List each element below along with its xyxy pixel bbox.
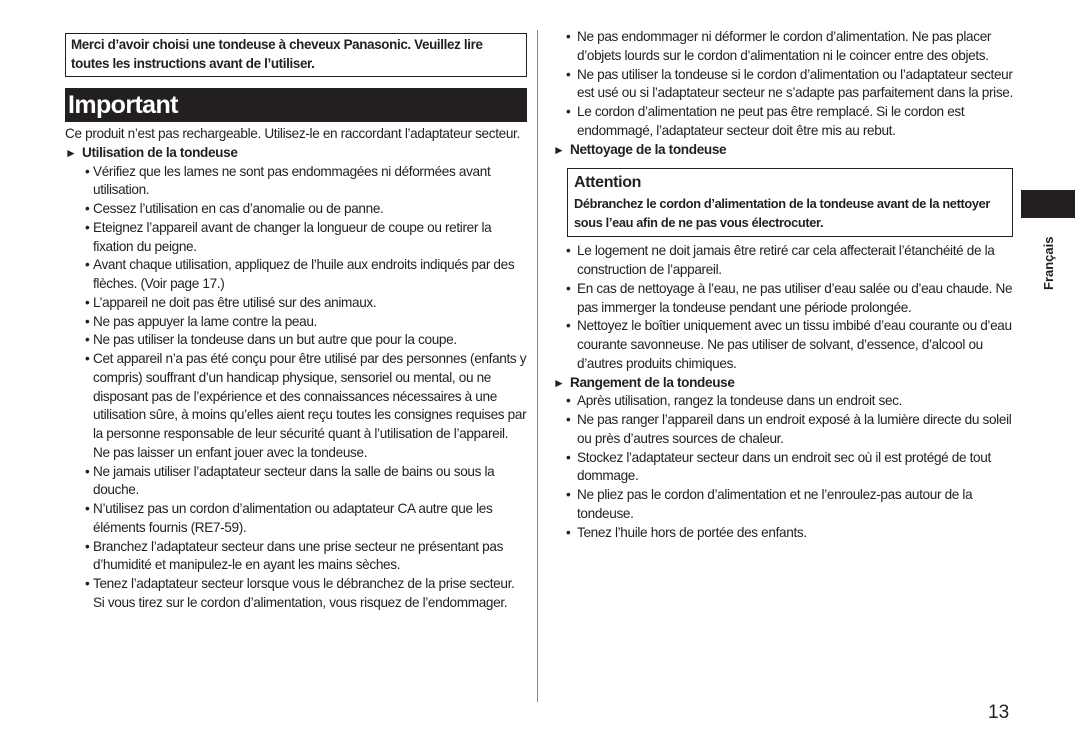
list-item-text: Ne pliez pas le cordon d’alimentation et ne l’enroulez-pas autour de la tondeuse. [577, 487, 973, 521]
bullet-icon: • [566, 449, 571, 465]
bullet-icon: • [85, 501, 90, 516]
language-tab-marker [1021, 190, 1075, 218]
bullet-icon: • [566, 104, 571, 119]
language-label: Français [1041, 236, 1056, 290]
usage-heading [65, 144, 527, 163]
list-item [553, 66, 1013, 104]
list-item-text: Ne pas endommager ni déformer le cordon d’alimentation. Ne pas placer d’objets lourds sur le cordon d’alimentation ni le coincer entre des objets. [577, 29, 992, 63]
bullet-icon: • [566, 487, 571, 502]
list-item-text: Ne pas utiliser la tondeuse si le cordon d’alimentation ou l’adaptateur secteur est usé ou si l’adaptateur secteur ne s’adapte pas parfaitement dans la prise. [577, 66, 1013, 101]
list-item [553, 392, 1013, 411]
arrow-icon: ► [553, 142, 565, 157]
list-item-text: Cet appareil n’a pas été conçu pour être utilisé par des personnes (enfants y compris) souffrant d’un handicap physique, sensoriel ou mental, ou ne disposant pas de l’expérience et des connaissances nécessaires à une utilisation sûre, à moins qu’elles aient reçu toutes les consignes requises par la personne responsable de leur sécurité quant à l’utilisation de l’appareil. Ne pas laisser un enfant jouer avec la tondeuse. [93, 351, 527, 460]
bullet-icon: • [85, 163, 90, 179]
list-item [553, 486, 1013, 524]
attention-text: Débranchez le cordon d’alimentation de la tondeuse avant de la nettoyer sous l’eau afin de ne pas vous électrocuter. [574, 196, 991, 231]
list-item-text: En cas de nettoyage à l’eau, ne pas utiliser d’eau salée ou d’eau chaude. Ne pas immerger la tondeuse pendant une période prolongée. [577, 280, 1013, 315]
list-item [553, 449, 1013, 487]
list-item [65, 500, 527, 538]
list-item-text: Ne pas ranger l’appareil dans un endroit exposé à la lumière directe du soleil ou près d’autres sources de chaleur. [577, 412, 1012, 446]
bullet-icon: • [566, 318, 571, 334]
list-item-text: Branchez l’adaptateur secteur dans une prise secteur ne présentant pas d’humidité et manipulez-le en ayant les mains sèches. [93, 538, 504, 573]
attention-box [567, 168, 1013, 237]
list-item [65, 575, 527, 613]
storage-list [553, 392, 1013, 542]
bullet-icon: • [85, 257, 90, 273]
list-item-text: Vérifiez que les lames ne sont pas endommagées ni déformées avant utilisation. [93, 163, 491, 198]
cleaning-list [553, 242, 1013, 373]
list-item-text: Le cordon d’alimentation ne peut pas être remplacé. Si le cordon est endommagé, l’adaptateur secteur doit être mis au rebut. [577, 104, 965, 138]
arrow-icon: ► [65, 145, 77, 160]
list-item [65, 463, 527, 501]
cleaning-heading [553, 141, 1013, 160]
list-item [553, 411, 1013, 449]
list-item [553, 28, 1013, 66]
list-item-text: Avant chaque utilisation, appliquez de l’huile aux endroits indiqués par des flèches. (Voir page 17.) [93, 257, 515, 291]
list-item [553, 524, 1013, 543]
list-item-text: Stockez l’adaptateur secteur dans un endroit sec où il est protégé de tout dommage. [577, 449, 991, 484]
storage-heading [553, 374, 1013, 393]
list-item-text: Cessez l’utilisation en cas d’anomalie ou de panne. [93, 201, 384, 216]
list-item-text: Après utilisation, rangez la tondeuse dans un endroit sec. [577, 393, 903, 409]
list-item-text: N’utilisez pas un cordon d’alimentation ou adaptateur CA autre que les éléments fournis (RE7-59). [93, 501, 493, 535]
bullet-icon: • [566, 29, 571, 44]
list-item [65, 538, 527, 576]
list-item-text: Eteignez l’appareil avant de changer la longueur de coupe ou retirer la fixation du peigne. [93, 219, 492, 254]
arrow-icon: ► [553, 375, 565, 390]
list-item [65, 256, 527, 294]
bullet-icon: • [85, 463, 90, 479]
list-item [65, 331, 527, 350]
intro-box: Merci d’avoir choisi une tondeuse à cheveux Panasonic. Veuillez lire toutes les instructions avant de l’utiliser. [65, 33, 527, 77]
list-item [553, 103, 1013, 141]
list-item-text: Tenez l’huile hors de portée des enfants. [577, 524, 807, 540]
list-item [553, 317, 1013, 373]
bullet-icon: • [85, 294, 90, 310]
list-item [65, 200, 527, 219]
important-heading: Important [65, 88, 527, 122]
bullet-icon: • [85, 332, 90, 348]
column-divider [537, 30, 538, 702]
bullet-icon: • [85, 351, 90, 366]
bullet-icon: • [85, 538, 90, 554]
bullet-icon: • [566, 393, 571, 409]
list-item [65, 294, 527, 313]
list-item-text: Ne pas appuyer la lame contre la peau. [93, 313, 317, 329]
bullet-icon: • [85, 313, 90, 329]
right-column [553, 28, 1013, 542]
list-item-text: Tenez l’adaptateur secteur lorsque vous le débranchez de la prise secteur. Si vous tirez sur le cordon d’alimentation, vous risquez de l’endommager. [93, 576, 515, 610]
bullet-icon: • [566, 66, 571, 82]
important-text: Ce produit n’est pas rechargeable. Utilisez-le en raccordant l’adaptateur secteur. [65, 126, 520, 141]
list-item [65, 313, 527, 332]
list-item-text: L’appareil ne doit pas être utilisé sur des animaux. [93, 294, 377, 310]
bullet-icon: • [566, 412, 571, 427]
page-number: 13 [988, 702, 1010, 723]
attention-title: Attention [574, 174, 642, 192]
list-item-text: Le logement ne doit jamais être retiré car cela affecterait l’étanchéité de la construction de l’appareil. [577, 243, 995, 277]
usage-list [65, 163, 527, 613]
bullet-icon: • [85, 576, 90, 591]
list-item-text: Nettoyez le boîtier uniquement avec un tissu imbibé d’eau courante ou d’eau courante savonneuse. Ne pas utiliser de solvant, d’essence, d’alcool ou d’autres produits chimiques. [577, 318, 1012, 371]
usage-title: Utilisation de la tondeuse [82, 144, 238, 160]
bullet-icon: • [566, 280, 571, 296]
list-item [65, 163, 527, 201]
cleaning-title: Nettoyage de la tondeuse [570, 141, 727, 157]
usage-list-continued [553, 28, 1013, 141]
list-item [553, 242, 1013, 280]
list-item-text: Ne pas utiliser la tondeuse dans un but autre que pour la coupe. [93, 332, 457, 348]
bullet-icon: • [85, 219, 90, 235]
list-item [65, 350, 527, 463]
bullet-icon: • [566, 524, 571, 540]
list-item [553, 280, 1013, 318]
list-item [65, 219, 527, 257]
bullet-icon: • [566, 243, 571, 259]
storage-title: Rangement de la tondeuse [570, 374, 735, 390]
left-column [65, 33, 527, 613]
list-item-text: Ne jamais utiliser l’adaptateur secteur dans la salle de bains ou sous la douche. [93, 463, 495, 498]
bullet-icon: • [85, 201, 90, 216]
